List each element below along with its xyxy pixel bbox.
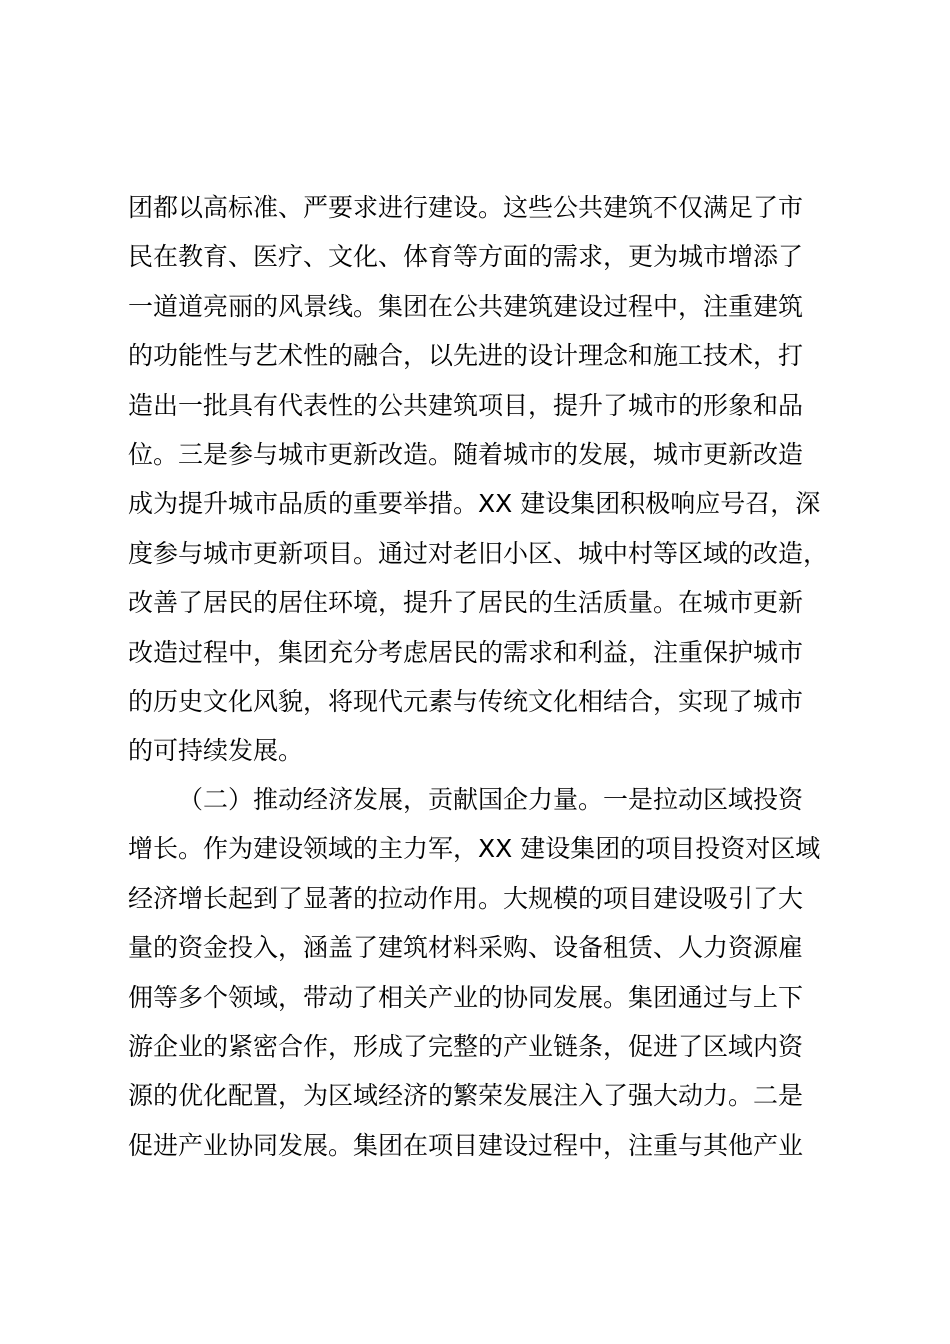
text-line: 的功能性与艺术性的融合，以先进的设计理念和施工技术，打 xyxy=(128,341,804,371)
text-line: 成为提升城市品质的重要举措。XX 建设集团积极响应号召，深 xyxy=(128,489,821,519)
text-line: 民在教育、医疗、文化、体育等方面的需求，更为城市增添了 xyxy=(128,242,804,272)
text-line: 改造过程中，集团充分考虑居民的需求和利益，注重保护城市 xyxy=(128,637,804,667)
paragraph-first-line: （二）推动经济发展，贡献国企力量。一是拉动区域投资 xyxy=(178,785,804,814)
text-line: 经济增长起到了显著的拉动作用。大规模的项目建设吸引了大 xyxy=(128,883,804,913)
text-line: 的可持续发展。 xyxy=(128,736,304,766)
text-line: 量的资金投入，涵盖了建筑材料采购、设备租赁、人力资源雇 xyxy=(128,933,804,963)
paragraph-continuation xyxy=(128,183,858,776)
text-line: 的历史文化风貌，将现代元素与传统文化相结合，实现了城市 xyxy=(128,686,804,716)
text-line: 度参与城市更新项目。通过对老旧小区、城中村等区域的改造， xyxy=(128,538,829,568)
text-line: 位。三是参与城市更新改造。随着城市的发展，城市更新改造 xyxy=(128,439,804,469)
text-line: 团都以高标准、严要求进行建设。这些公共建筑不仅满足了市 xyxy=(128,193,804,222)
text-line: 游企业的紧密合作，形成了完整的产业链条，促进了区域内资 xyxy=(128,1031,804,1061)
text-line: 源的优化配置，为区域经济的繁荣发展注入了强大动力。二是 xyxy=(128,1081,804,1111)
text-line: 佣等多个领域，带动了相关产业的协同发展。集团通过与上下 xyxy=(128,982,804,1012)
text-line: 改善了居民的居住环境，提升了居民的生活质量。在城市更新 xyxy=(128,588,804,618)
text-line: 促进产业协同发展。集团在项目建设过程中，注重与其他产业 xyxy=(128,1130,804,1160)
paragraph-economic-development xyxy=(128,775,858,1170)
text-line: 一道道亮丽的风景线。集团在公共建筑建设过程中，注重建筑 xyxy=(128,291,804,321)
text-line: 增长。作为建设领域的主力军，XX 建设集团的项目投资对区域 xyxy=(128,834,821,864)
text-line: 造出一批具有代表性的公共建筑项目，提升了城市的形象和品 xyxy=(128,390,804,420)
